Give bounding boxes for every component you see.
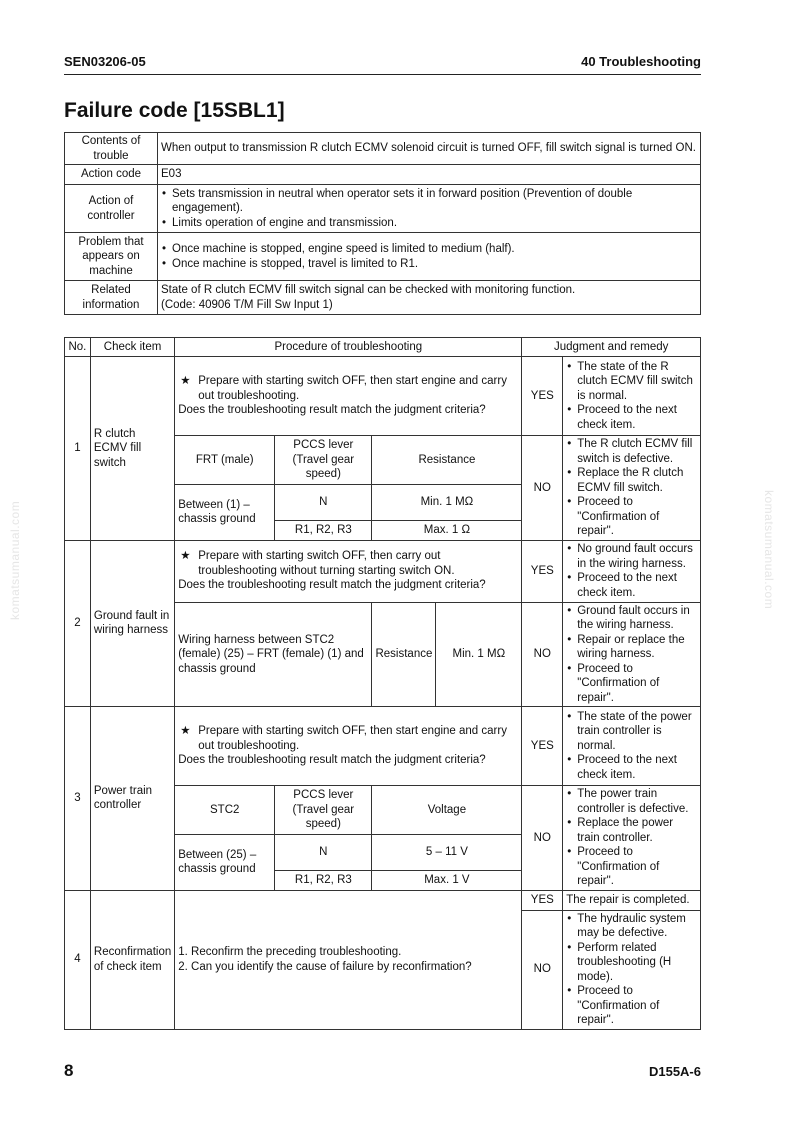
- header-no: No.: [65, 338, 91, 357]
- resistance-value: Min. 1 MΩ: [436, 602, 522, 707]
- contents-label: Contents of trouble: [65, 133, 158, 165]
- question-text: Does the troubleshooting result match the judgment criteria?: [178, 754, 486, 767]
- row-number: 2: [65, 540, 91, 707]
- criteria-cell: 5 – 11 V: [372, 835, 522, 871]
- related-label: Related information: [65, 281, 158, 315]
- row-number: 4: [65, 890, 91, 1029]
- resistance-label: Resistance: [372, 602, 436, 707]
- procedure-text: [175, 890, 522, 1029]
- related-value: [158, 281, 701, 315]
- row-number: 3: [65, 707, 91, 891]
- procedure-text: [175, 540, 522, 602]
- watermark: komatsumanual.com: [762, 490, 776, 610]
- check-item: Ground fault in wiring harness: [90, 540, 174, 707]
- list-item: • Proceed to "Confirmation of repair".: [566, 984, 697, 1028]
- yes-label: YES: [522, 707, 563, 786]
- star-icon: ★: [180, 375, 191, 388]
- prep-text: Prepare with starting switch OFF, then start engine and carry out troubleshooting.: [198, 375, 507, 402]
- no-label: NO: [522, 436, 563, 541]
- list-item: • Proceed to "Confirmation of repair".: [566, 495, 697, 539]
- procedure-text: [175, 707, 522, 786]
- yes-label: YES: [522, 890, 563, 910]
- list-item: • Proceed to "Confirmation of repair".: [566, 845, 697, 889]
- criteria-col2: PCCS lever (Travel gear speed): [275, 786, 372, 835]
- list-item: • Replace the R clutch ECMV fill switch.: [566, 466, 697, 495]
- criteria-col2: PCCS lever (Travel gear speed): [275, 436, 372, 485]
- model-name: D155A-6: [648, 1064, 701, 1079]
- watermark: komatsumanual.com: [8, 500, 22, 620]
- list-item: • The hydraulic system may be defective.: [566, 912, 697, 941]
- star-icon: ★: [180, 550, 191, 563]
- list-item: • The power train controller is defective.: [566, 787, 697, 816]
- list-item: • Ground fault occurs in the wiring harness.: [566, 604, 697, 633]
- no-label: NO: [522, 910, 563, 1029]
- check-item: Power train controller: [90, 707, 174, 891]
- step-text: 1. Reconfirm the preceding troubleshooting.: [178, 946, 402, 958]
- question-text: Does the troubleshooting result match the judgment criteria?: [178, 404, 486, 417]
- yes-label: YES: [522, 357, 563, 436]
- no-remedy: [563, 910, 701, 1029]
- list-item: • Replace the power train controller.: [566, 816, 697, 845]
- list-item: • Sets transmission in neutral when operator sets it in forward position (Prevention of double engagement).: [161, 187, 697, 216]
- yes-label: YES: [522, 540, 563, 602]
- criteria-between: Between (25) – chassis ground: [175, 835, 275, 891]
- action-code-label: Action code: [65, 165, 158, 185]
- section-title: 40 Troubleshooting: [581, 54, 701, 69]
- criteria-cell: Max. 1 Ω: [372, 520, 522, 540]
- list-item: • The state of the power train controller is normal.: [566, 710, 697, 754]
- page-header: [64, 52, 701, 75]
- action-code-value: E03: [158, 165, 701, 185]
- prep-text: Prepare with starting switch OFF, then start engine and carry out troubleshooting.: [198, 725, 507, 752]
- list-item: • The state of the R clutch ECMV fill switch is normal.: [566, 360, 697, 404]
- header-procedure: Procedure of troubleshooting: [175, 338, 522, 357]
- problem-label: Problem that appears on machine: [65, 233, 158, 281]
- criteria-cell: N: [275, 485, 372, 521]
- no-label: NO: [522, 602, 563, 707]
- criteria-cell: R1, R2, R3: [275, 520, 372, 540]
- list-item: • Proceed to "Confirmation of repair".: [566, 662, 697, 706]
- problem-value: [158, 233, 701, 281]
- criteria-col3: Resistance: [372, 436, 522, 485]
- list-item: • Limits operation of engine and transmission.: [161, 216, 697, 231]
- list-item: • Proceed to the next check item.: [566, 403, 697, 432]
- criteria-cell: N: [275, 835, 372, 871]
- question-text: Does the troubleshooting result match the judgment criteria?: [178, 579, 486, 592]
- related-line: (Code: 40906 T/M Fill Sw Input 1): [161, 298, 333, 311]
- action-controller-value: [158, 185, 701, 233]
- troubleshooting-table: [64, 337, 701, 1030]
- contents-value: When output to transmission R clutch ECMV solenoid circuit is turned OFF, fill switch signal is turned ON.: [158, 133, 701, 165]
- no-remedy: [563, 436, 701, 541]
- no-remedy: [563, 602, 701, 707]
- criteria-cell: R1, R2, R3: [275, 870, 372, 890]
- list-item: • Proceed to the next check item.: [566, 753, 697, 782]
- check-item: Reconfirmation of check item: [90, 890, 174, 1029]
- action-controller-label: Action of controller: [65, 185, 158, 233]
- list-item: • Perform related troubleshooting (H mode).: [566, 941, 697, 985]
- criteria-cell: Max. 1 V: [372, 870, 522, 890]
- no-label: NO: [522, 786, 563, 891]
- page-title: Failure code [15SBL1]: [64, 99, 285, 122]
- list-item: • No ground fault occurs in the wiring harness.: [566, 542, 697, 571]
- no-remedy: [563, 786, 701, 891]
- header-check-item: Check item: [90, 338, 174, 357]
- failure-info-table: [64, 132, 701, 315]
- list-item: • Once machine is stopped, travel is limited to R1.: [161, 257, 697, 272]
- list-item: • Repair or replace the wiring harness.: [566, 633, 697, 662]
- header-judgment: Judgment and remedy: [522, 338, 701, 357]
- doc-id: SEN03206-05: [64, 54, 146, 69]
- row-number: 1: [65, 357, 91, 541]
- criteria-col1: FRT (male): [175, 436, 275, 485]
- yes-remedy: [563, 540, 701, 602]
- related-line: State of R clutch ECMV fill switch signal can be checked with monitoring function.: [161, 284, 576, 296]
- criteria-between: Between (1) – chassis ground: [175, 485, 275, 541]
- page-number: 8: [64, 1061, 74, 1080]
- prep-text: Prepare with starting switch OFF, then carry out troubleshooting without turning starting switch ON.: [198, 550, 455, 577]
- criteria-col1: STC2: [175, 786, 275, 835]
- list-item: • Once machine is stopped, engine speed is limited to medium (half).: [161, 242, 697, 257]
- procedure-text: [175, 357, 522, 436]
- check-item: R clutch ECMV fill switch: [90, 357, 174, 541]
- harness-text: Wiring harness between STC2 (female) (25) – FRT (female) (1) and chassis ground: [175, 602, 372, 707]
- list-item: • Proceed to the next check item.: [566, 571, 697, 600]
- criteria-col3: Voltage: [372, 786, 522, 835]
- yes-remedy: [563, 707, 701, 786]
- yes-remedy: [563, 357, 701, 436]
- star-icon: ★: [180, 725, 191, 738]
- criteria-cell: Min. 1 MΩ: [372, 485, 522, 521]
- yes-remedy: The repair is completed.: [563, 890, 701, 910]
- list-item: • The R clutch ECMV fill switch is defective.: [566, 437, 697, 466]
- step-text: 2. Can you identify the cause of failure by reconfirmation?: [178, 960, 472, 973]
